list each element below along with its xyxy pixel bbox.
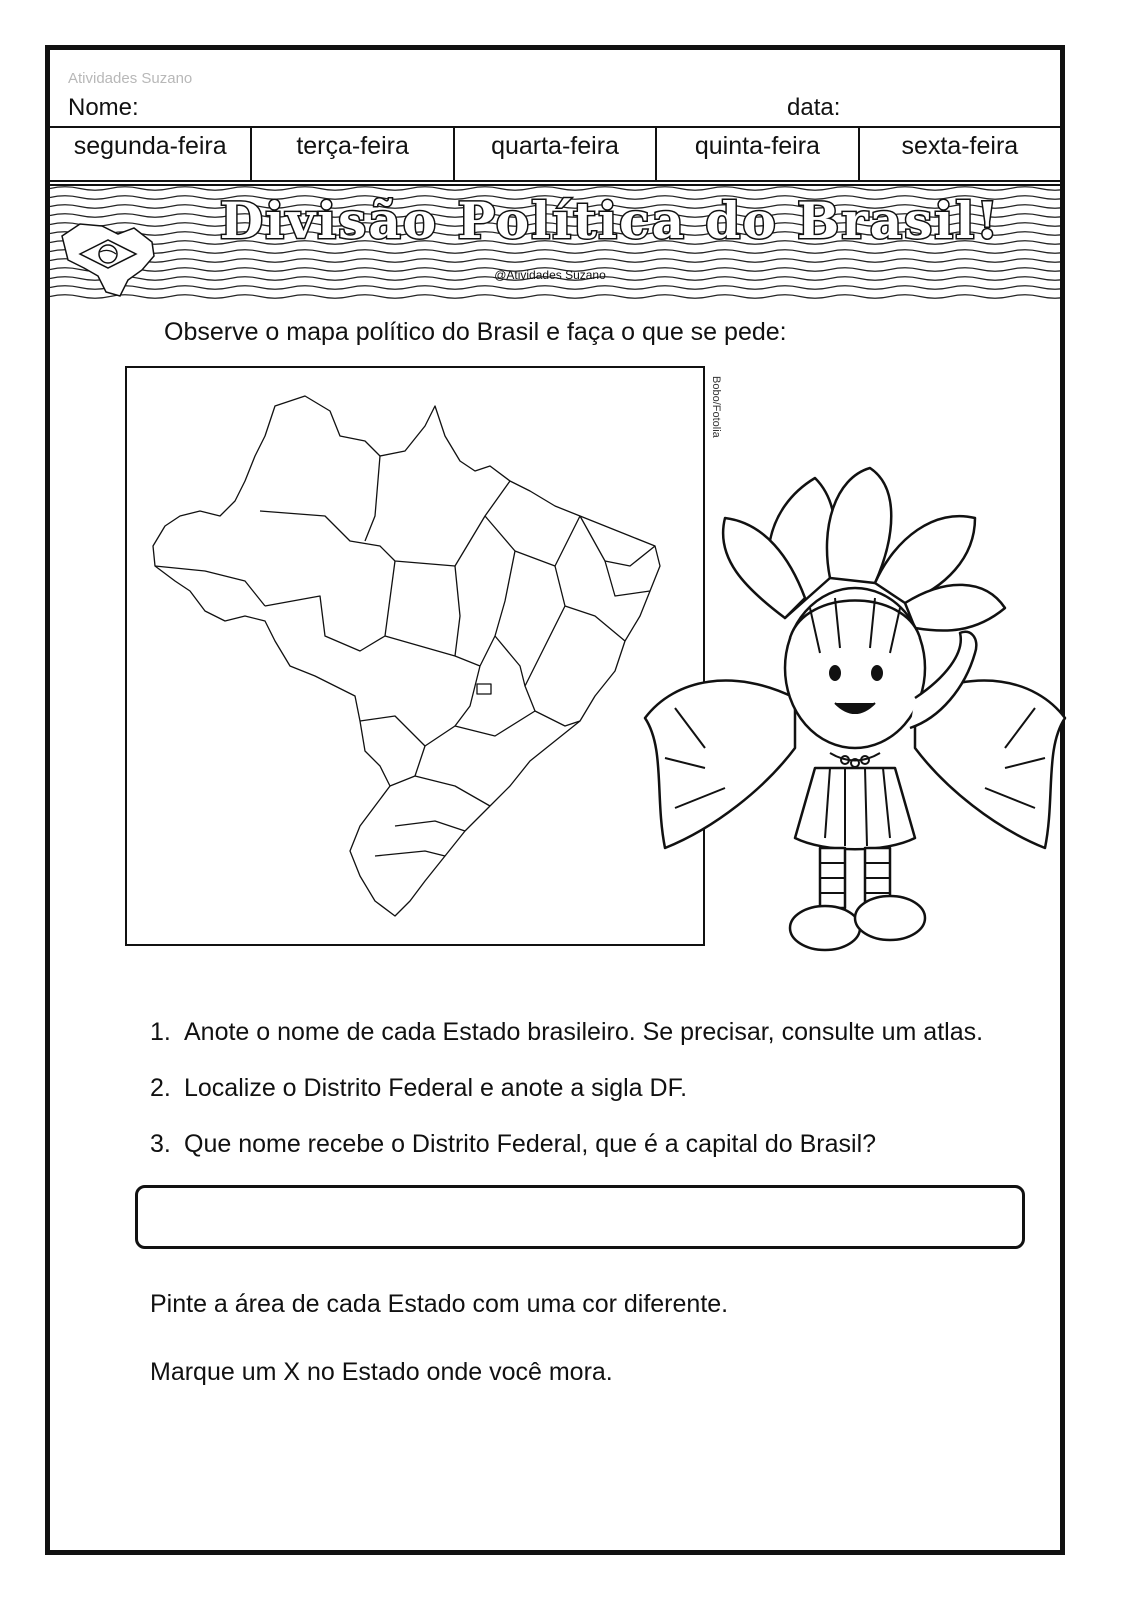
date-field-label: data: — [787, 94, 841, 121]
question-text: Anote o nome de cada Estado brasileiro. Se precisar, consulte um atlas. — [184, 1018, 984, 1046]
map-credit: Bobo/Fotolia — [710, 376, 722, 438]
weekday-monday[interactable]: segunda-feira — [73, 132, 227, 160]
question-text: Localize o Distrito Federal e anote a sigla DF. — [184, 1074, 688, 1102]
question-number: 2. — [150, 1074, 171, 1102]
answer-box[interactable] — [135, 1185, 1025, 1249]
question-text: Que nome recebe o Distrito Federal, que é a capital do Brasil? — [184, 1130, 877, 1158]
instruction-text: Observe o mapa político do Brasil e faça o que se pede: — [164, 318, 787, 346]
weekday-wednesday[interactable]: quarta-feira — [453, 128, 655, 180]
weekday-tuesday[interactable]: terça-feira — [250, 128, 452, 180]
weekday-thursday[interactable]: quinta-feira — [655, 128, 857, 180]
question-item — [150, 1130, 983, 1186]
weekday-friday[interactable]: sexta-feira — [858, 128, 1060, 180]
question-number: 1. — [150, 1018, 171, 1046]
banner-credit: @Atividades Suzano — [494, 268, 606, 282]
weekday-row — [50, 126, 1060, 182]
carnival-girl-illustration — [645, 468, 1065, 968]
mark-state-instruction: Marque um X no Estado onde você mora. — [150, 1358, 613, 1386]
name-field-label: Nome: — [68, 94, 139, 121]
question-item — [150, 1018, 983, 1074]
coloring-instruction: Pinte a área de cada Estado com uma cor diferente. — [150, 1290, 729, 1318]
brazil-map — [125, 366, 722, 966]
question-number: 3. — [150, 1130, 171, 1158]
question-list — [150, 1018, 983, 1186]
banner-title: Divisão Política do Brasil! — [219, 191, 1001, 250]
question-item — [150, 1074, 983, 1130]
title-banner — [50, 184, 1080, 309]
watermark-text: Atividades Suzano — [68, 70, 193, 87]
